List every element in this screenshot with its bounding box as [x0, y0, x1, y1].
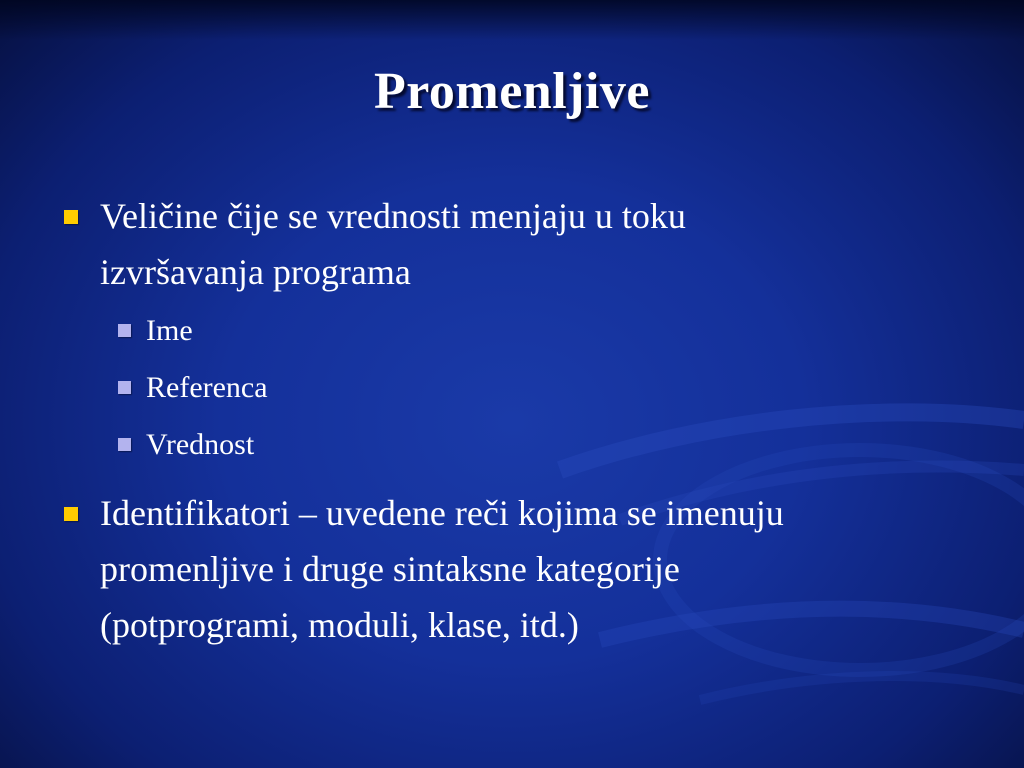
- sub-bullet-text: Ime: [146, 314, 193, 347]
- sub-bullet-item-name: [118, 302, 962, 359]
- square-bullet-icon: [118, 324, 131, 337]
- bullet-text-line: izvršavanja programa: [100, 252, 411, 292]
- bullet-item-identifiers: [62, 485, 962, 653]
- bullet-list: [62, 188, 962, 653]
- sub-bullet-item-value: [118, 416, 962, 473]
- slide-title: Promenljive: [373, 63, 650, 120]
- sub-bullet-text: Referenca: [146, 371, 268, 404]
- sub-bullet-item-reference: [118, 359, 962, 416]
- bullet-text-line: promenljive i druge sintaksne kategorije: [100, 549, 680, 589]
- bullet-text-line: Identifikatori – uvedene reči kojima se imenuju: [100, 493, 784, 533]
- square-bullet-icon: [64, 507, 78, 521]
- sub-bullet-text: Vrednost: [146, 428, 255, 461]
- bullet-text-line: (potprogrami, moduli, klase, itd.): [100, 605, 579, 645]
- bullet-item-variables: [62, 188, 962, 473]
- square-bullet-icon: [64, 210, 78, 224]
- bullet-text-line: Veličine čije se vrednosti menjaju u toku: [100, 196, 686, 236]
- square-bullet-icon: [118, 438, 131, 451]
- square-bullet-icon: [118, 381, 131, 394]
- sub-bullet-list: [100, 302, 962, 473]
